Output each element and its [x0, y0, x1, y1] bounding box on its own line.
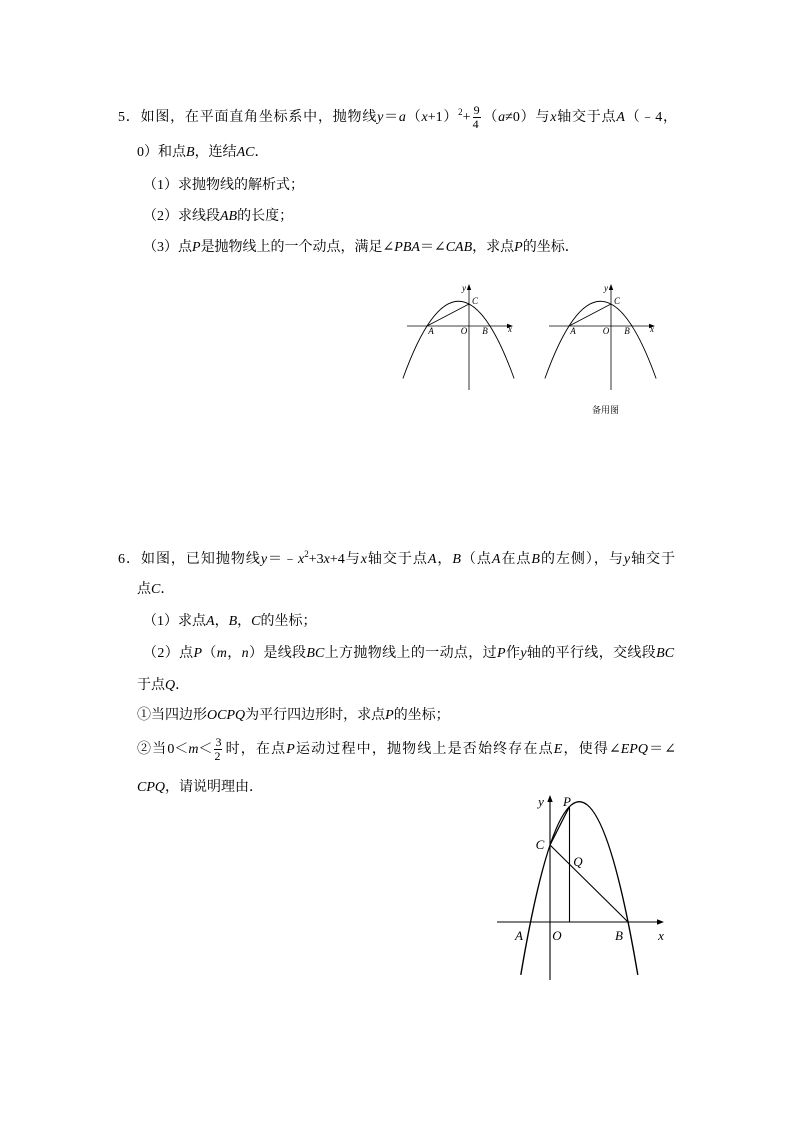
label-b: B [624, 326, 630, 336]
label-c: C [471, 296, 479, 306]
math-variable: BC [656, 646, 675, 661]
text-run: （点 [460, 552, 492, 567]
text-run: 为平行四边形时，求点 [245, 708, 386, 723]
y-axis-arrow [467, 284, 471, 290]
text-run: 时，在点 [224, 742, 287, 757]
math-variable: P [192, 240, 201, 255]
math-variable: A [427, 552, 437, 567]
text-run: ． [160, 582, 175, 597]
math-variable: x [360, 552, 367, 567]
text-run: ＝﹣ [267, 552, 298, 567]
math-variable: CAB [445, 240, 473, 255]
label-x: x [508, 324, 512, 334]
math-variable: B [452, 552, 461, 567]
text-run: ②当0＜ [137, 742, 189, 757]
problem-6-subpart-2-line-1 [137, 735, 677, 764]
text-run: +3 [308, 552, 324, 567]
text-run: 轴交于点 [366, 552, 428, 567]
text-run: （2）求线段 [143, 209, 220, 224]
text-run: （1）求抛物线的解析式； [143, 178, 304, 193]
math-variable: m [188, 742, 199, 757]
problem-6-part-2-line-1 [143, 644, 674, 664]
text-run: 0）和点 [137, 145, 186, 160]
fraction-denominator: 4 [472, 117, 479, 132]
text-run: ≠0）与 [505, 110, 551, 125]
problem-6-figure [490, 790, 670, 985]
label-o: O [460, 326, 468, 336]
math-variable: P [286, 742, 295, 757]
text-run: 的左侧），与 [539, 552, 624, 567]
math-variable: a [398, 110, 406, 125]
math-variable: x [323, 552, 330, 567]
text-run: +1） [427, 110, 459, 125]
x-axis-arrow [657, 919, 664, 924]
label-q: Q [573, 854, 583, 869]
text-run: 轴的平行线，交线段 [526, 646, 657, 661]
label-b: B [482, 326, 488, 336]
parabola-curve [545, 301, 656, 378]
text-run: ＝∠ [419, 240, 446, 255]
superscript: 2 [458, 107, 463, 117]
problem-6-subpart-2-line-2 [137, 778, 263, 798]
label-y: y [604, 283, 608, 293]
text-run: （1）求点 [143, 614, 206, 629]
label-a: A [428, 326, 434, 336]
label-c: C [535, 837, 545, 852]
problem-5-spare-figure [545, 283, 656, 390]
text-run: 作 [505, 646, 521, 661]
text-run: 的坐标； [260, 614, 317, 629]
segment-ac [427, 304, 469, 326]
segment-cp [550, 807, 570, 846]
problem-5-stem-line-2 [137, 143, 268, 163]
math-variable: A [616, 110, 625, 125]
text-run: ，连结 [194, 145, 237, 160]
label-a: A [570, 326, 576, 336]
text-run: 于点 [137, 678, 165, 693]
text-run: ，求点 [472, 240, 515, 255]
math-variable: B [531, 552, 540, 567]
problem-5-part-1 [143, 176, 304, 196]
math-variable: Q [165, 678, 176, 693]
text-run: ＝∠ [647, 742, 677, 757]
text-run: ． [175, 678, 190, 693]
text-run: （ [405, 110, 422, 125]
text-run: ①当四边形 [137, 708, 207, 723]
math-variable: x [298, 552, 305, 567]
math-variable: n [241, 646, 249, 661]
y-axis-arrow [547, 795, 552, 802]
fraction-denominator: 2 [214, 749, 221, 764]
math-variable: E [553, 742, 563, 757]
math-variable: P [193, 646, 203, 661]
problem-5-part-2 [143, 207, 293, 227]
label-x: x [650, 324, 654, 334]
text-run: 的长度； [237, 209, 294, 224]
segment-ac [569, 304, 611, 326]
text-run: 点 [137, 582, 151, 597]
math-variable: y [520, 646, 527, 661]
text-run: （ [202, 646, 217, 661]
segment-bc [550, 845, 628, 922]
problem-5-figures [395, 278, 670, 398]
math-variable: P [385, 708, 394, 723]
math-variable: EPQ [620, 742, 648, 757]
text-run: （ [482, 110, 499, 125]
math-variable: PBA [394, 240, 420, 255]
math-variable: B [186, 145, 195, 160]
text-run: ， [436, 552, 453, 567]
text-run: + [462, 110, 471, 125]
text-run: ， [226, 646, 242, 661]
text-run: （2）点 [143, 646, 194, 661]
math-variable: BC [306, 646, 325, 661]
text-run: 在点 [500, 552, 532, 567]
superscript: 2 [304, 549, 309, 559]
problem-5-part-3 [143, 238, 579, 258]
math-variable: P [497, 646, 506, 661]
problem-6-part-2-line-2 [137, 676, 189, 696]
math-variable: x [550, 110, 557, 125]
text-run: 上方抛物线上的一动点，过 [324, 646, 498, 661]
label-y: y [538, 794, 544, 809]
text-run: 的坐标； [393, 708, 450, 723]
fraction [214, 736, 222, 763]
math-variable: A [206, 614, 215, 629]
math-variable: y [623, 552, 631, 567]
text-run: 5．如图，在平面直角坐标系中，抛物线 [118, 110, 378, 125]
label-x: x [658, 928, 664, 943]
y-axis-arrow [609, 284, 613, 290]
math-variable: AB [220, 209, 238, 224]
text-run: 运动过程中，抛物线上是否始终存在点 [294, 742, 554, 757]
text-run: 轴交于 [630, 552, 676, 567]
text-run: （3）点 [143, 240, 192, 255]
figure-caption: 备用图 [592, 405, 620, 415]
math-variable: B [228, 614, 238, 629]
problem-6-subpart-1 [137, 706, 450, 726]
fraction-numerator: 9 [473, 103, 480, 118]
math-variable: a [498, 110, 506, 125]
label-a: A [515, 928, 523, 943]
text-run: ， [214, 614, 229, 629]
text-run: ， [237, 614, 252, 629]
text-run: ＜ [198, 742, 213, 757]
math-variable: C [251, 614, 261, 629]
text-run: 轴交于点 [556, 110, 617, 125]
text-run: 是抛物线上的一个动点，满足∠ [200, 240, 395, 255]
math-variable: A [491, 552, 501, 567]
math-variable: OCPQ [207, 708, 246, 723]
fraction-numerator: 3 [215, 735, 222, 750]
problem-5-main-figure [403, 283, 514, 390]
math-variable: AC [236, 145, 255, 160]
math-variable: C [151, 582, 161, 597]
problem-5-stem-line-1 [118, 103, 678, 132]
parabola-curve [403, 301, 514, 378]
label-o: O [602, 326, 610, 336]
text-run: ）是线段 [248, 646, 307, 661]
label-y: y [462, 283, 466, 293]
label-p: P [563, 794, 571, 809]
problem-6-stem-line-1 [118, 550, 675, 570]
text-run: +4与 [329, 552, 361, 567]
label-c: C [613, 296, 621, 306]
math-variable: CPQ [137, 780, 165, 795]
math-variable: x [421, 110, 428, 125]
parabola-curve [521, 802, 638, 975]
label-b: B [615, 928, 623, 943]
text-run: ，使得∠ [562, 742, 621, 757]
text-run: （﹣4， [624, 110, 678, 125]
text-run: ，请说明理由． [165, 780, 263, 795]
math-variable: m [216, 646, 227, 661]
text-run: ． [254, 145, 269, 160]
math-variable: y [377, 110, 384, 125]
math-variable: y [260, 552, 268, 567]
problem-6-part-1 [143, 612, 316, 632]
text-run: ＝ [383, 110, 399, 125]
text-run: 6．如图，已知抛物线 [118, 552, 261, 567]
fraction [473, 104, 481, 131]
math-variable: P [514, 240, 523, 255]
problem-6-stem-line-2 [137, 580, 174, 600]
label-o: O [552, 928, 562, 943]
text-run: 的坐标． [522, 240, 579, 255]
